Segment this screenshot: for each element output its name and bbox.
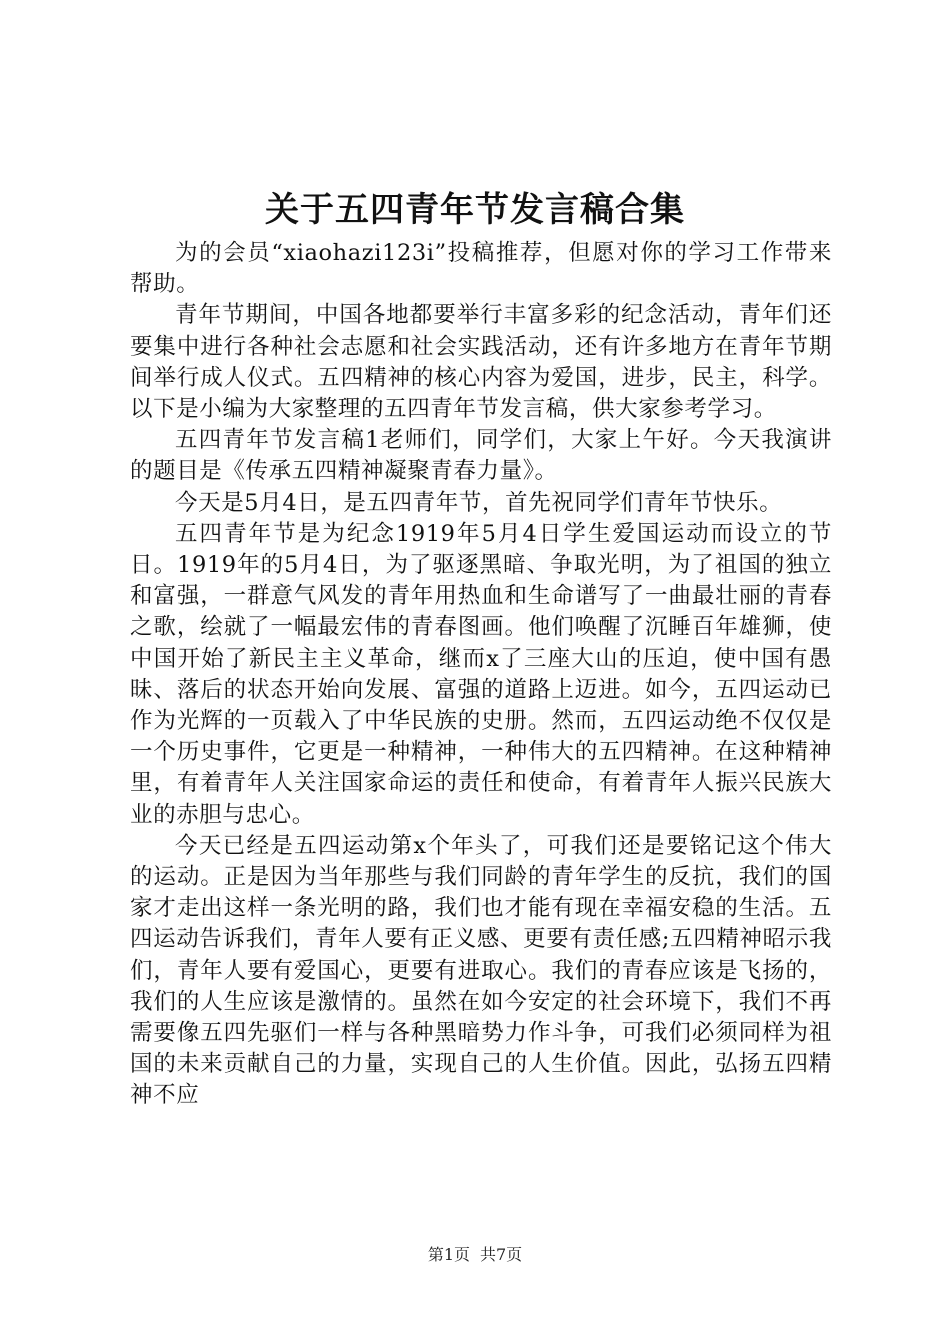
paragraph-greeting: 今天是5月4日，是五四青年节，首先祝同学们青年节快乐。 — [175, 489, 783, 516]
paragraph-background: 青年节期间，中国各地都要举行丰富多彩的纪念活动，青年们还要集中进行各种社会志愿和社会实践活动，还有许多地方在青年节期间举行成人仪式。五四精神的核心内容为爱国，进步，民主，科学。以下是小编为大家整理的五四青年节发言稿，供大家参考学习。 — [130, 302, 832, 423]
page-footer — [0, 1244, 950, 1266]
page-total: 共7页 — [480, 1245, 523, 1264]
document-body — [130, 238, 832, 1112]
paragraph-significance: 今天已经是五四运动第x个年头了，可我们还是要铭记这个伟大的运动。正是因为当年那些与我们同龄的青年学生的反抗，我们的国家才走出这样一条光明的路，我们也才能有现在幸福安稳的生活。五四运动告诉我们，青年人要有正义感、更要有责任感;五四精神昭示我们，青年人要有爱国心，更要有进取心。我们的青春应该是飞扬的，我们的人生应该是激情的。虽然在如今安定的社会环境下，我们不再需要像五四先驱们一样与各种黑暗势力作斗争，可我们必须同样为祖国的未来贡献自己的力量，实现自己的人生价值。因此，弘扬五四精神不应 — [130, 832, 832, 1109]
paragraph-speech-opening: 五四青年节发言稿1老师们，同学们，大家上午好。今天我演讲的题目是《传承五四精神凝聚青春力量》。 — [130, 427, 832, 485]
paragraph-history: 五四青年节是为纪念1919年5月4日学生爱国运动而设立的节日。1919年的5月4日，为了驱逐黑暗、争取光明，为了祖国的独立和富强，一群意气风发的青年用热血和生命谱写了一曲最壮丽的青春之歌，绘就了一幅最宏伟的青春图画。他们唤醒了沉睡百年雄狮，使中国开始了新民主主义革命，继而x了三座大山的压迫，使中国有愚昧、落后的状态开始向发展、富强的道路上迈进。如今，五四运动已作为光辉的一页载入了中华民族的史册。然而，五四运动绝不仅仅是一个历史事件，它更是一种精神，一种伟大的五四精神。在这种精神里，有着青年人关注国家命运的责任和使命，有着青年人振兴民族大业的赤胆与忠心。 — [130, 520, 832, 828]
paragraph-intro: 为的会员“xiaohazi123i”投稿推荐，但愿对你的学习工作带来帮助。 — [130, 240, 832, 298]
page-number: 第1页 — [427, 1245, 470, 1264]
document-title: 关于五四青年节发言稿合集 — [265, 190, 685, 230]
